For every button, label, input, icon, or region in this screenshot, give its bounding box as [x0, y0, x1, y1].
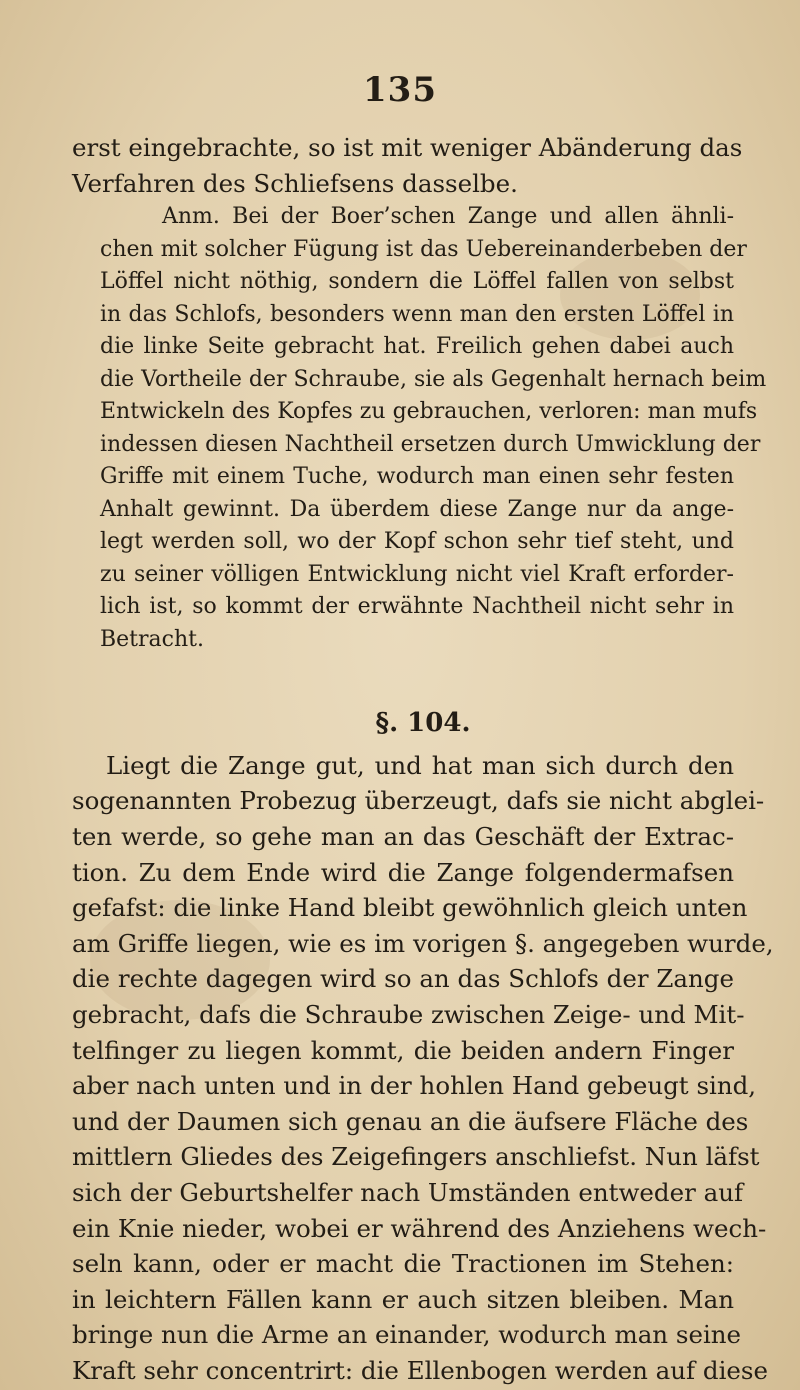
section-paragraph: [72, 748, 774, 1389]
text-line: legt werden soll, wo der Kopf schon sehr tief steht, und: [100, 529, 734, 555]
text-line: Entwickeln des Kopfes zu gebrauchen, verloren: man mufs: [100, 399, 758, 425]
text-line: telfinger zu liegen kommt, die beiden andern Finger: [72, 1035, 734, 1065]
text-line: Kraft sehr concentrirt: die Ellenbogen werden auf diese: [72, 1355, 769, 1385]
text-line: in das Schlofs, besonders wenn man den ersten Löffel in: [100, 301, 734, 327]
text-line: am Griffe liegen, wie es im vorigen §. angegeben wurde,: [72, 928, 774, 958]
text-line: sogenannten Probezug überzeugt, dafs sie nicht abglei-: [72, 786, 765, 816]
text-line: Griffe mit einem Tuche, wodurch man einen sehr festen: [100, 464, 734, 490]
page-number: 135: [363, 70, 437, 110]
text-line: Liegt die Zange gut, und hat man sich durch den: [106, 750, 734, 780]
intro-paragraph: [72, 130, 743, 201]
text-line: ten werde, so gehe man an das Geschäft der Extrac-: [72, 821, 734, 851]
text-line: zu seiner völligen Entwicklung nicht viel Kraft erforder-: [100, 561, 734, 587]
text-line: tion. Zu dem Ende wird die Zange folgendermafsen: [72, 857, 734, 887]
page-body: [72, 130, 774, 1388]
text-line: und der Daumen sich genau an die äufsere Fläche des: [72, 1106, 749, 1136]
text-line: ein Knie nieder, wobei er während des Anziehens wech-: [72, 1213, 767, 1243]
text-line: seln kann, oder er macht die Tractionen im Stehen:: [72, 1249, 734, 1279]
text-line: Anm. Bei der Boer’schen Zange und allen ähnli-: [162, 204, 734, 230]
section-heading: §. 104.: [375, 708, 471, 739]
text-line: bringe nun die Arme an einander, wodurch man seine: [72, 1320, 742, 1350]
text-line: die rechte dagegen wird so an das Schlofs der Zange: [72, 964, 734, 994]
text-line: in leichtern Fällen kann er auch sitzen bleiben. Man: [72, 1284, 734, 1314]
text-line: gefafst: die linke Hand bleibt gewöhnlich gleich unten: [72, 893, 748, 923]
text-line: Betracht.: [100, 626, 204, 652]
text-line: aber nach unten und in der hohlen Hand gebeugt sind,: [72, 1071, 757, 1101]
text-line: erst eingebrachte, so ist mit weniger Abänderung das: [72, 133, 743, 162]
text-line: Löffel nicht nöthig, sondern die Löffel fallen von selbst: [100, 269, 734, 295]
text-line: Verfahren des Schliefsens dasselbe.: [72, 168, 518, 198]
text-line: die linke Seite gebracht hat. Freilich gehen dabei auch: [100, 334, 734, 360]
annotation-note: [72, 201, 767, 656]
text-line: sich der Geburtshelfer nach Umständen entweder auf: [72, 1177, 744, 1207]
text-line: mittlern Gliedes des Zeigefingers anschliefst. Nun läfst: [72, 1142, 760, 1172]
text-line: lich ist, so kommt der erwähnte Nachtheil nicht sehr in: [100, 594, 734, 620]
text-line: chen mit solcher Fügung ist das Uebereinanderbeben der: [100, 236, 747, 262]
text-line: gebracht, dafs die Schraube zwischen Zeige- und Mit-: [72, 999, 745, 1029]
text-line: die Vortheile der Schraube, sie als Gegenhalt hernach beim: [100, 366, 767, 392]
text-line: Anhalt gewinnt. Da überdem diese Zange nur da ange-: [100, 496, 734, 522]
text-line: indessen diesen Nachtheil ersetzen durch Umwicklung der: [100, 431, 761, 457]
